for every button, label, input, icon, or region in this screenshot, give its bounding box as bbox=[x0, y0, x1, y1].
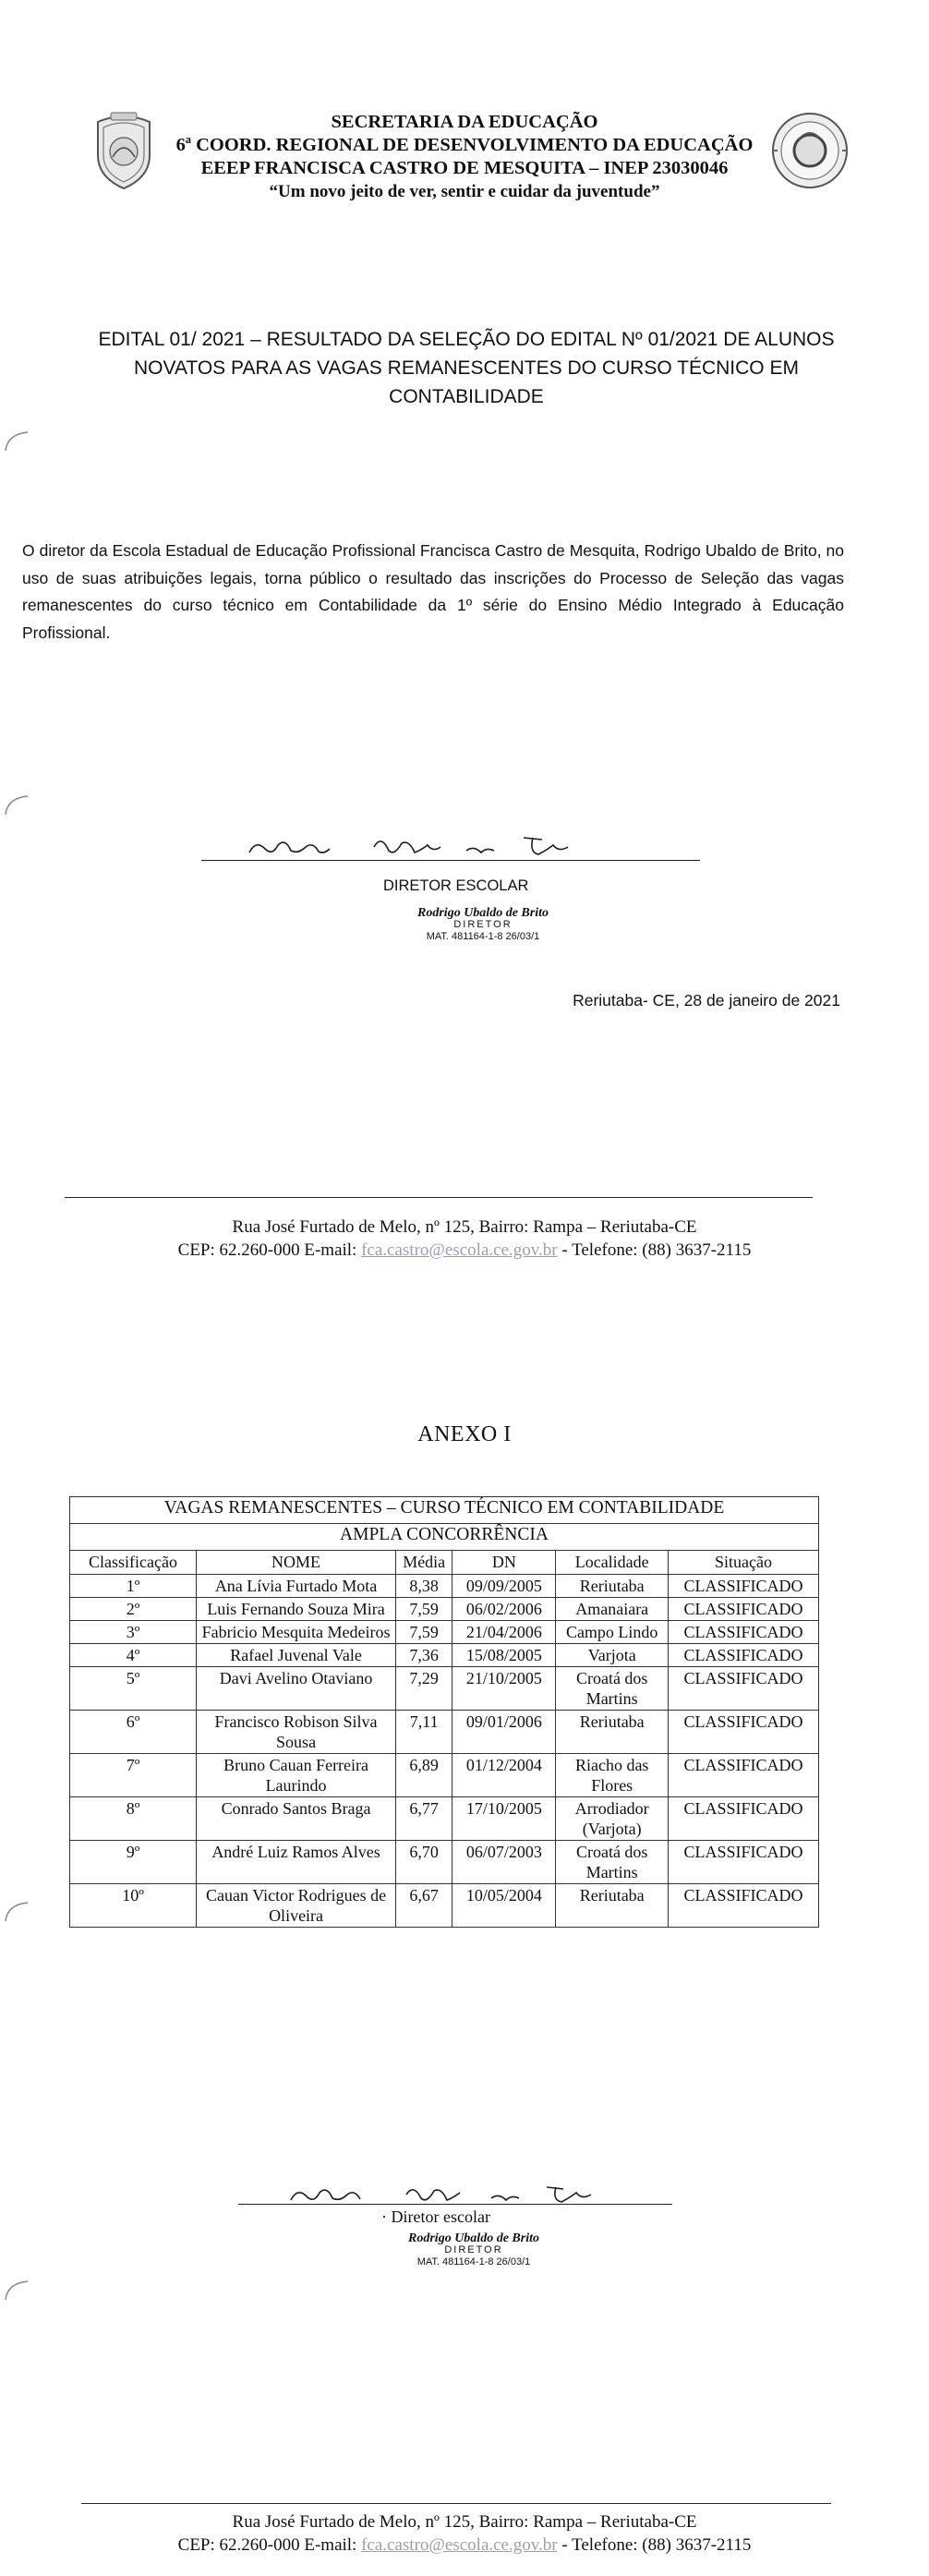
row-rank: 5º bbox=[70, 1667, 197, 1711]
column-header-dn: DN bbox=[452, 1551, 556, 1575]
table-row bbox=[70, 1598, 819, 1621]
table-row bbox=[70, 1575, 819, 1598]
row-media: 6,77 bbox=[396, 1797, 452, 1841]
table-row bbox=[70, 1884, 819, 1928]
row-rank: 6º bbox=[70, 1711, 197, 1754]
row-rank: 7º bbox=[70, 1754, 197, 1797]
row-media: 6,89 bbox=[396, 1754, 452, 1797]
director-signature bbox=[286, 2178, 628, 2211]
row-dn: 09/09/2005 bbox=[452, 1575, 556, 1598]
table-row bbox=[70, 1644, 819, 1667]
row-dn: 21/10/2005 bbox=[452, 1667, 556, 1711]
footer-address: Rua José Furtado de Melo, nº 125, Bairro: Rampa – Reriutaba-CE bbox=[232, 1217, 697, 1237]
footer-phone: - Telefone: (88) 3637-2115 bbox=[557, 2535, 752, 2555]
row-situacao: CLASSIFICADO bbox=[668, 1575, 818, 1598]
table-row bbox=[70, 1667, 819, 1711]
row-dn: 06/07/2003 bbox=[452, 1841, 556, 1884]
row-media: 7,11 bbox=[396, 1711, 452, 1754]
column-header-media: Média bbox=[396, 1551, 452, 1575]
table-banner: VAGAS REMANESCENTES – CURSO TÉCNICO EM CONTABILIDADE bbox=[70, 1497, 819, 1524]
row-localidade: Reriutaba bbox=[556, 1711, 668, 1754]
row-situacao: CLASSIFICADO bbox=[668, 1598, 818, 1621]
stamp-role: DIRETOR bbox=[453, 919, 513, 930]
row-media: 6,67 bbox=[396, 1884, 452, 1928]
page-2 bbox=[0, 1293, 929, 2576]
stamp-mat: MAT. 481164-1-8 26/03/1 bbox=[426, 931, 540, 942]
column-header-localidade: Localidade bbox=[556, 1551, 668, 1575]
row-rank: 4º bbox=[70, 1644, 197, 1667]
footer bbox=[0, 2510, 929, 2557]
row-rank: 8º bbox=[70, 1797, 197, 1841]
signature-line bbox=[238, 2204, 672, 2205]
edital-body: O diretor da Escola Estadual de Educação Profissional Francisca Castro de Mesquita, Rodrigo Ubaldo de Brito, no uso de suas atribuições legais, torna público o resultado das inscrições do Processo de Seleção das vagas remanescentes do curso técnico em Contabilidade da 1º série do Ensino Médio Integrado à Educação Profissional. bbox=[22, 541, 844, 642]
row-media: 7,36 bbox=[396, 1644, 452, 1667]
table-row bbox=[70, 1754, 819, 1797]
row-nome: Bruno Cauan Ferreira Laurindo bbox=[197, 1754, 396, 1797]
row-dn: 15/08/2005 bbox=[452, 1644, 556, 1667]
row-dn: 01/12/2004 bbox=[452, 1754, 556, 1797]
column-header-situacao: Situação bbox=[668, 1551, 818, 1575]
column-header-nome: NOME bbox=[197, 1551, 396, 1575]
table-row bbox=[70, 1621, 819, 1644]
header-motto: “Um novo jeito de ver, sentir e cuidar da juventude” bbox=[269, 182, 660, 201]
date-location: Reriutaba- CE, 28 de janeiro de 2021 bbox=[573, 991, 840, 1010]
row-localidade: Croatá dos Martins bbox=[556, 1841, 668, 1884]
row-nome: Cauan Victor Rodrigues de Oliveira bbox=[197, 1884, 396, 1928]
row-nome: André Luiz Ramos Alves bbox=[197, 1841, 396, 1884]
footer-rule bbox=[65, 1197, 813, 1198]
row-dn: 17/10/2005 bbox=[452, 1797, 556, 1841]
column-header-classificacao: Classificação bbox=[70, 1551, 197, 1575]
row-nome: Luis Fernando Souza Mira bbox=[197, 1598, 396, 1621]
header-line-secretaria: SECRETARIA DA EDUCAÇÃO bbox=[331, 112, 598, 132]
row-nome: Francisco Robison Silva Sousa bbox=[197, 1711, 396, 1754]
row-rank: 2º bbox=[70, 1598, 197, 1621]
punch-hole-mark bbox=[0, 2272, 41, 2313]
stamp-name: Rodrigo Ubaldo de Brito bbox=[408, 2231, 539, 2245]
row-localidade: Campo Lindo bbox=[556, 1621, 668, 1644]
row-nome: Fabricio Mesquita Medeiros bbox=[197, 1621, 396, 1644]
row-nome: Conrado Santos Braga bbox=[197, 1797, 396, 1841]
row-nome: Rafael Juvenal Vale bbox=[197, 1644, 396, 1667]
footer-rule bbox=[81, 2503, 831, 2504]
table-subbanner: AMPLA CONCORRÊNCIA bbox=[70, 1524, 819, 1551]
director-stamp bbox=[395, 907, 571, 943]
row-dn: 21/04/2006 bbox=[452, 1621, 556, 1644]
punch-hole-mark bbox=[0, 423, 41, 464]
edital-title: EDITAL 01/ 2021 – RESULTADO DA SELEÇÃO DO EDITAL Nº 01/2021 DE ALUNOS NOVATOS PARA AS VAGAS REMANESCENTES DO CURSO TÉCNICO EM CONTABILIDADE bbox=[98, 329, 835, 407]
footer-contact bbox=[0, 1239, 929, 1262]
row-situacao: CLASSIFICADO bbox=[668, 1841, 818, 1884]
row-localidade: Arrodiador (Varjota) bbox=[556, 1797, 668, 1841]
footer-email-link[interactable]: fca.castro@escola.ce.gov.br bbox=[361, 2535, 558, 2555]
stamp-role: DIRETOR bbox=[444, 2244, 503, 2256]
header-line-school: EEEP FRANCISCA CASTRO DE MESQUITA – INEP 23030046 bbox=[200, 158, 729, 178]
results-table bbox=[69, 1496, 819, 1928]
signer-role: DIRETOR ESCOLAR bbox=[383, 877, 529, 894]
row-media: 6,70 bbox=[396, 1841, 452, 1884]
row-localidade: Riacho das Flores bbox=[556, 1754, 668, 1797]
row-situacao: CLASSIFICADO bbox=[668, 1797, 818, 1841]
row-situacao: CLASSIFICADO bbox=[668, 1711, 818, 1754]
table-row bbox=[70, 1711, 819, 1754]
row-localidade: Varjota bbox=[556, 1644, 668, 1667]
row-nome: Ana Lívia Furtado Mota bbox=[197, 1575, 396, 1598]
signature-line bbox=[201, 860, 700, 861]
row-nome: Davi Avelino Otaviano bbox=[197, 1667, 396, 1711]
row-media: 7,29 bbox=[396, 1667, 452, 1711]
row-media: 8,38 bbox=[396, 1575, 452, 1598]
director-stamp bbox=[386, 2232, 561, 2268]
row-media: 7,59 bbox=[396, 1621, 452, 1644]
director-signature bbox=[245, 827, 614, 864]
row-rank: 10º bbox=[70, 1884, 197, 1928]
row-dn: 10/05/2004 bbox=[452, 1884, 556, 1928]
table-row bbox=[70, 1841, 819, 1884]
footer-phone: - Telefone: (88) 3637-2115 bbox=[557, 1240, 752, 1260]
row-rank: 3º bbox=[70, 1621, 197, 1644]
stamp-name: Rodrigo Ubaldo de Brito bbox=[417, 906, 549, 920]
footer-email-link[interactable]: fca.castro@escola.ce.gov.br bbox=[361, 1240, 558, 1260]
row-localidade: Croatá dos Martins bbox=[556, 1667, 668, 1711]
row-localidade: Reriutaba bbox=[556, 1884, 668, 1928]
row-rank: 1º bbox=[70, 1575, 197, 1598]
table-row bbox=[70, 1797, 819, 1841]
table-header-row bbox=[70, 1551, 819, 1575]
annex-title: ANEXO I bbox=[417, 1422, 512, 1446]
punch-hole-mark bbox=[0, 1893, 41, 1934]
row-situacao: CLASSIFICADO bbox=[668, 1644, 818, 1667]
institution-header bbox=[0, 111, 929, 203]
stamp-mat: MAT. 481164-1-8 26/03/1 bbox=[416, 2256, 531, 2268]
row-dn: 06/02/2006 bbox=[452, 1598, 556, 1621]
row-rank: 9º bbox=[70, 1841, 197, 1884]
header-line-coord: 6ª COORD. REGIONAL DE DESENVOLVIMENTO DA EDUCAÇÃO bbox=[175, 135, 754, 155]
row-localidade: Amanaiara bbox=[556, 1598, 668, 1621]
row-situacao: CLASSIFICADO bbox=[668, 1667, 818, 1711]
row-dn: 09/01/2006 bbox=[452, 1711, 556, 1754]
footer-cep: CEP: 62.260-000 E-mail: bbox=[177, 1240, 362, 1260]
signer-role: · Diretor escolar bbox=[381, 2207, 490, 2226]
footer-cep: CEP: 62.260-000 E-mail: bbox=[177, 2535, 362, 2555]
footer-address: Rua José Furtado de Melo, nº 125, Bairro: Rampa – Reriutaba-CE bbox=[232, 2512, 697, 2532]
footer bbox=[0, 1215, 929, 1262]
row-localidade: Reriutaba bbox=[556, 1575, 668, 1598]
footer-contact bbox=[0, 2534, 929, 2557]
punch-hole-mark bbox=[0, 787, 41, 828]
signer-role-text: Diretor escolar bbox=[391, 2207, 490, 2226]
row-situacao: CLASSIFICADO bbox=[668, 1621, 818, 1644]
row-situacao: CLASSIFICADO bbox=[668, 1884, 818, 1928]
row-media: 7,59 bbox=[396, 1598, 452, 1621]
row-situacao: CLASSIFICADO bbox=[668, 1754, 818, 1797]
